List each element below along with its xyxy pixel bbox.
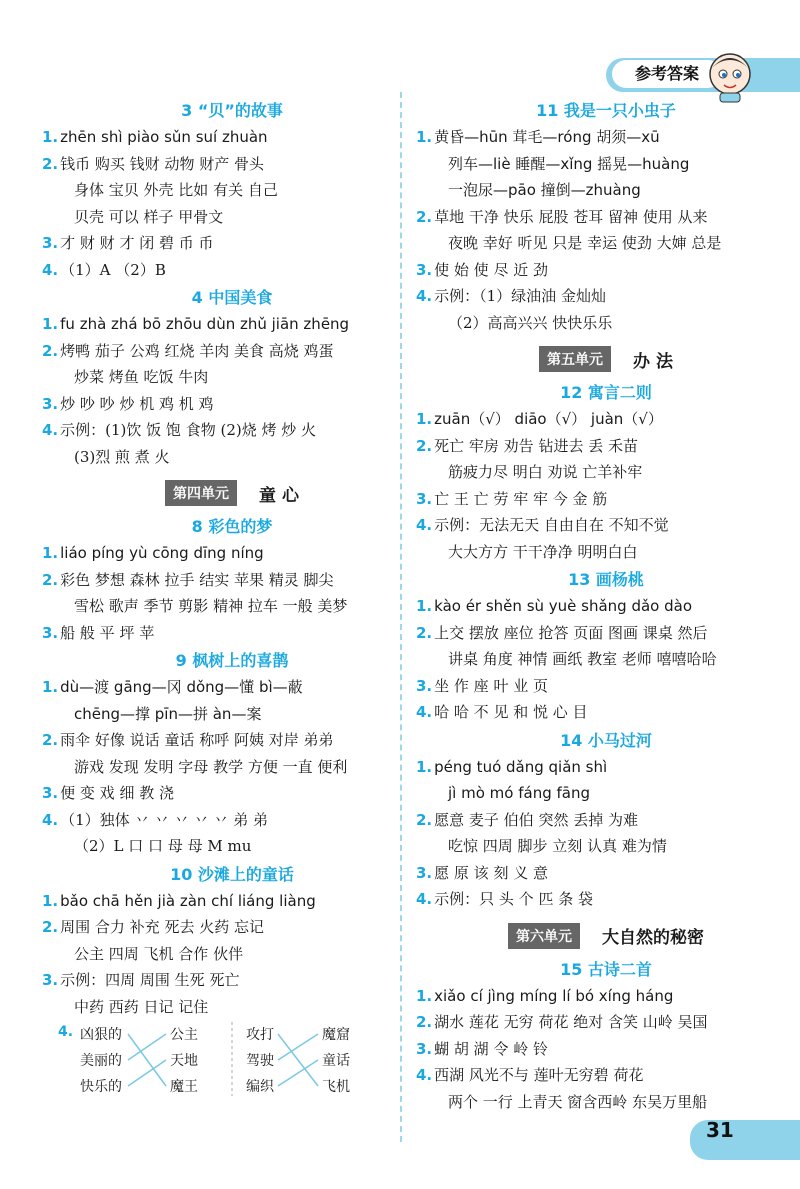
l4-answer-2: 2. 烤鸭 茄子 公鸡 红烧 羊肉 美食 高烧 鸡蛋 — [42, 341, 334, 360]
lesson-14-title: 14 小马过河 — [560, 730, 652, 750]
l9-answer-1: 1. dù—渡 gāng—冈 dǒng—懂 bì—蔽 — [42, 678, 303, 696]
lesson-8-title: 8 彩色的梦 — [191, 517, 273, 536]
l3-answer-2c: 贝壳 可以 样子 甲骨文 — [74, 207, 224, 226]
l10-answer-3b: 中药 西药 日记 记住 — [74, 997, 209, 1016]
match-left-2: 美丽的 — [80, 1053, 122, 1069]
left-column — [42, 96, 422, 1098]
l9-answer-1b: chēng—撑 pīn—拼 àn—案 — [74, 704, 262, 723]
unit-6-heading — [416, 919, 796, 953]
l3-answer-3: 3. 才 财 财 才 闭 碧 币 币 — [42, 234, 214, 252]
unit-5-name: 办 法 — [633, 351, 673, 372]
right-column — [416, 96, 796, 1115]
l3-answer-2b: 身体 宝贝 外壳 比如 有关 自己 — [74, 181, 278, 199]
l8-answer-2b: 雪松 歌声 季节 剪影 精神 拉车 一般 美梦 — [74, 597, 348, 615]
unit-4-badge: 第四单元 — [165, 480, 237, 506]
lesson-13-title: 13 画杨桃 — [568, 570, 644, 589]
l4-answer-4b: (3)烈 煎 煮 火 — [74, 447, 170, 466]
lesson-12-title: 12 寓言二则 — [560, 383, 652, 402]
l13-answer-2: 2. 上交 摆放 座位 抢答 页面 图画 课桌 然后 — [416, 623, 708, 642]
unit-4-name: 童 心 — [259, 485, 299, 506]
l14-answer-1b: jì mò mó fáng fāng — [448, 784, 590, 802]
l12-answer-3: 3. 亡 王 亡 劳 牢 牢 今 金 筋 — [416, 489, 608, 508]
l3-answer-4: 4. （1）A （2）B — [42, 260, 166, 279]
l10-answer-1: 1. bǎo chā hěn jià zàn chí liáng liàng — [42, 891, 316, 910]
l15-answer-1: 1. xiǎo cí jìng míng lí bó xíng háng — [416, 986, 674, 1005]
l14-answer-4: 4. 示例：只 头 个 匹 条 袋 — [416, 890, 593, 908]
lesson-3-title: 3 “贝”的故事 — [181, 101, 283, 120]
match-noun-3: 飞机 — [322, 1079, 350, 1095]
l8-answer-3: 3. 船 般 平 坪 苹 — [42, 623, 155, 642]
l15-answer-4: 4. 西湖 风光不与 莲叶无穷碧 荷花 — [416, 1066, 644, 1084]
lesson-11-title: 11 我是一只小虫子 — [536, 101, 676, 120]
l9-answer-4: 4. （1）独体 丷 丷 丷 丷 丷 弟 弟 — [42, 810, 269, 829]
unit-5-badge: 第五单元 — [539, 346, 611, 372]
l11-answer-1b: 列车—liè 睡醒—xǐng 摇晃—huàng — [448, 154, 690, 173]
l9-answer-2: 2. 雨伞 好像 说话 童话 称呼 阿姨 对岸 弟弟 — [42, 731, 334, 749]
l11-answer-2: 2. 草地 干净 快乐 屁股 苍耳 留神 使用 从来 — [416, 207, 708, 226]
lesson-4-title: 4 中国美食 — [191, 288, 273, 307]
l13-answer-2b: 讲桌 角度 神情 画纸 教室 老师 嘻嘻哈哈 — [448, 650, 717, 668]
l11-answer-1c: 一泡尿—pāo 撞倒—zhuàng — [448, 181, 641, 199]
answer-key-label: 参考答案 — [612, 60, 722, 88]
l11-answer-4: 4. 示例：（1）绿油油 金灿灿 — [416, 287, 606, 305]
l12-answer-1: 1. zuān（√） diāo（√） juàn（√） — [416, 410, 663, 428]
l10-matching-exercise — [42, 1020, 422, 1098]
lesson-10-title: 10 沙滩上的童话 — [170, 864, 294, 884]
match-right-3: 魔王 — [170, 1079, 198, 1095]
l10-answer-3: 3. 示例：四周 周围 生死 死亡 — [42, 971, 240, 989]
match-right-1: 公主 — [170, 1027, 198, 1043]
l9-answer-2b: 游戏 发现 发明 字母 教学 方便 一直 便利 — [74, 757, 348, 776]
l13-answer-1: 1. kào ér shěn sù yuè shǎng dǎo dào — [416, 597, 693, 615]
match-verb-1: 攻打 — [246, 1027, 274, 1043]
l12-answer-4: 4. 示例：无法无天 自由自在 不知不觉 — [416, 516, 669, 534]
match-noun-1: 魔窟 — [322, 1027, 350, 1043]
page-number: 31 — [706, 1118, 734, 1142]
l11-answer-4b: （2）高高兴兴 快快乐乐 — [448, 313, 613, 332]
l12-answer-2: 2. 死亡 牢房 劝告 钻进去 丢 禾苗 — [416, 436, 638, 455]
l14-answer-1: 1. péng tuó dǎng qiǎn shì — [416, 757, 608, 776]
l8-answer-1: 1. liáo píng yù cōng dīng níng — [42, 544, 264, 562]
unit-6-badge: 第六单元 — [508, 923, 580, 949]
l10-answer-2b: 公主 四周 飞机 合作 伙伴 — [74, 944, 244, 963]
unit-6-name: 大自然的秘密 — [602, 928, 704, 948]
l4-answer-3: 3. 炒 吵 吵 炒 机 鸡 机 鸡 — [42, 394, 214, 413]
l4-answer-4: 4. 示例：(1)饮 饭 饱 食物 (2)烧 烤 炒 火 — [42, 421, 317, 439]
l10-answer-2: 2. 周围 合力 补充 死去 火药 忘记 — [42, 918, 264, 936]
lesson-9-title: 9 枫树上的喜鹊 — [175, 651, 289, 670]
l3-answer-2: 2. 钱币 购买 钱财 动物 财产 骨头 — [42, 154, 264, 173]
l4-answer-1: 1. fu zhà zhá bō zhōu dùn zhǔ jiān zhēng — [42, 315, 350, 333]
match-noun-2: 童话 — [322, 1053, 350, 1069]
l3-answer-1: 1. zhēn shì piào sǔn suí zhuàn — [42, 128, 268, 146]
match-left-3: 快乐的 — [80, 1079, 122, 1095]
l14-answer-3: 3. 愿 原 该 刻 义 意 — [416, 863, 548, 882]
l11-answer-2b: 夜晚 幸好 听见 只是 幸运 使劲 大婶 总是 — [448, 234, 722, 252]
l14-answer-2b: 吃惊 四周 脚步 立刻 认真 难为情 — [448, 837, 667, 855]
l15-answer-3: 3. 蝴 胡 湖 令 岭 铃 — [416, 1039, 548, 1058]
lesson-15-title: 15 古诗二首 — [560, 959, 652, 979]
match-number: 4. — [58, 1024, 74, 1040]
l11-answer-3: 3. 使 始 使 尽 近 劲 — [416, 260, 548, 279]
unit-4-heading — [42, 476, 422, 510]
l8-answer-2: 2. 彩色 梦想 森林 拉手 结实 苹果 精灵 脚尖 — [42, 570, 334, 589]
match-right-2: 天地 — [170, 1053, 198, 1069]
l11-answer-1: 1. 黄昏—hūn 茸毛—róng 胡须—xū — [416, 128, 660, 146]
l13-answer-4: 4. 哈 哈 不 见 和 悦 心 目 — [416, 703, 588, 721]
l14-answer-2: 2. 愿意 麦子 伯伯 突然 丢掉 为难 — [416, 810, 638, 829]
l4-answer-2b: 炒菜 烤鱼 吃饭 牛肉 — [74, 368, 209, 386]
match-verb-2: 驾驶 — [246, 1053, 274, 1069]
l15-answer-2: 2. 湖水 莲花 无穷 荷花 绝对 含笑 山岭 吴国 — [416, 1013, 708, 1031]
l9-answer-4b: （2）L 口 口 母 母 M mu — [74, 837, 252, 855]
l12-answer-4b: 大大方方 干干净净 明明白白 — [448, 542, 638, 561]
match-left-1: 凶狠的 — [80, 1027, 122, 1043]
l15-answer-4b: 两个 一行 上青天 窗含西岭 东吴万里船 — [448, 1092, 708, 1111]
l12-answer-2b: 筋疲力尽 明白 劝说 亡羊补牢 — [448, 463, 643, 481]
match-verb-3: 编织 — [246, 1079, 274, 1095]
l9-answer-3: 3. 便 变 戏 细 教 浇 — [42, 784, 174, 802]
unit-5-heading — [416, 342, 796, 376]
match-lines — [42, 1020, 422, 1098]
l13-answer-3: 3. 坐 作 座 叶 业 页 — [416, 676, 548, 695]
